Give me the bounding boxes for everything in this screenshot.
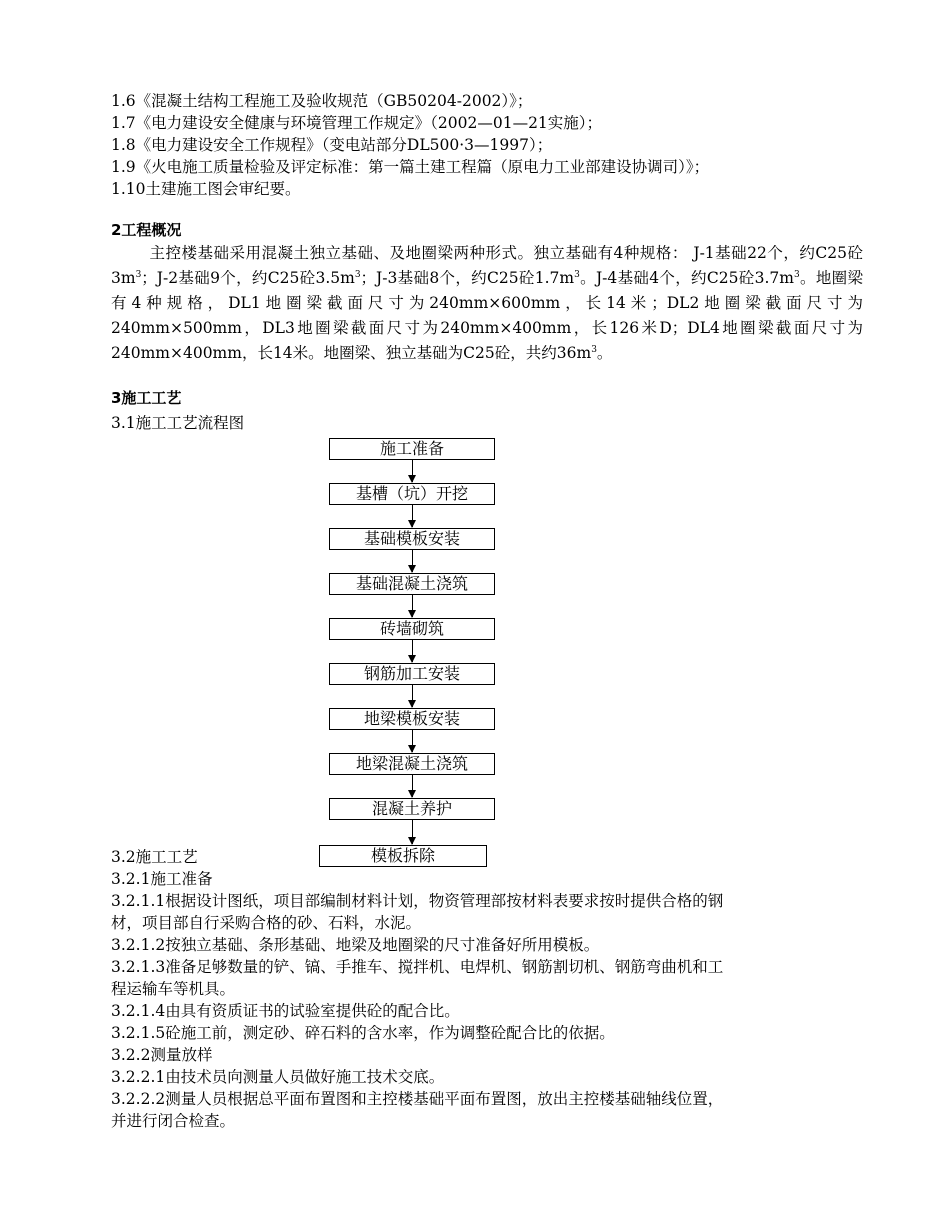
text-line: 并进行闭合检查。 xyxy=(111,1112,236,1130)
text-line: 3.2.1.1根据设计图纸，项目部编制材料计划，物资管理部按材料表要求按时提供合格的钢 xyxy=(111,892,724,910)
section-heading: 2工程概况 xyxy=(111,221,182,239)
flow-arrow xyxy=(412,595,413,617)
reference-item: 1.7《电力建设安全健康与环境管理工作规定》（2002—01—21实施）； xyxy=(111,114,603,132)
flow-step: 施工准备 xyxy=(329,438,495,460)
flow-arrow xyxy=(412,685,413,707)
flow-step: 钢筋加工安装 xyxy=(329,663,495,685)
text-line: 3.2.2.1由技术员向测量人员做好施工技术交底。 xyxy=(111,1068,445,1086)
text-line: 3.2.1.4由具有资质证书的试验室提供砼的配合比。 xyxy=(111,1002,460,1020)
text-line: 材，项目部自行采购合格的砂、石料，水泥。 xyxy=(111,914,422,932)
project-overview-paragraph: 主控楼基础采用混凝土独立基础、及地圈梁两种形式。独立基础有4种规格： J-1基础22个，约C25砼$3m^3$；J-2基础9个，约C25砼$3.5m^3$；J-3基础8个，约C25砼$1.7m^3$。J-4基础4个，约C25砼$3.7m^3$。地圈梁有4种规格，DL1地圈梁截面尺寸为240mm×600mm，长14米；DL2地圈梁截面尺寸为240mm×500mm，DL3地圈梁截面尺寸为240mm×400mm，长126米D；DL4地圈梁截面尺寸为240mm×400mm，长14米。地圈梁、独立基础为C25砼，共约$36m^3$。 xyxy=(111,244,863,362)
reference-item: 1.6《混凝土结构工程施工及验收规范（GB50204-2002）》； xyxy=(111,92,533,110)
flow-step: 模板拆除 xyxy=(319,845,487,867)
flow-step: 混凝土养护 xyxy=(329,798,495,820)
flow-arrow xyxy=(412,550,413,572)
section-heading: 3施工工艺 xyxy=(111,389,182,407)
text-line: 3.2.2.2测量人员根据总平面布置图和主控楼基础平面布置图，放出主控楼基础轴线位置， xyxy=(111,1090,724,1108)
flow-step: 基础混凝土浇筑 xyxy=(329,573,495,595)
reference-item: 1.8《电力建设安全工作规程》（变电站部分DL500·3—1997）； xyxy=(111,136,553,154)
flow-step: 基槽（坑）开挖 xyxy=(329,483,495,505)
flow-chart-title: 3.1施工工艺流程图 xyxy=(111,414,245,432)
text-line: 3.2.1.5砼施工前，测定砂、碎石料的含水率，作为调整砼配合比的依据。 xyxy=(111,1024,615,1042)
subsection-heading: 3.2.2测量放样 xyxy=(111,1046,213,1064)
flow-arrow xyxy=(412,505,413,527)
flow-step: 砖墙砌筑 xyxy=(329,618,495,640)
flow-step: 地梁模板安装 xyxy=(329,708,495,730)
subsection-heading: 3.2施工工艺 xyxy=(111,848,198,866)
flow-arrow xyxy=(412,820,413,844)
flow-step: 地梁混凝土浇筑 xyxy=(329,753,495,775)
subsection-heading: 3.2.1施工准备 xyxy=(111,870,213,888)
flow-arrow xyxy=(412,640,413,662)
text-line: 3.2.1.3准备足够数量的铲、镐、手推车、搅拌机、电焊机、钢筋割切机、钢筋弯曲机和工 xyxy=(111,958,724,976)
text-line: 程运输车等机具。 xyxy=(111,980,236,998)
flow-arrow xyxy=(412,730,413,752)
reference-item: 1.10土建施工图会审纪要。 xyxy=(111,180,301,198)
reference-item: 1.9《火电施工质量检验及评定标准：第一篇土建工程篇（原电力工业部建设协调司）》； xyxy=(111,158,710,176)
flow-arrow xyxy=(412,460,413,482)
flow-arrow xyxy=(412,775,413,797)
flow-step: 基础模板安装 xyxy=(329,528,495,550)
text-line: 3.2.1.2按独立基础、条形基础、地梁及地圈梁的尺寸准备好所用模板。 xyxy=(111,936,600,954)
